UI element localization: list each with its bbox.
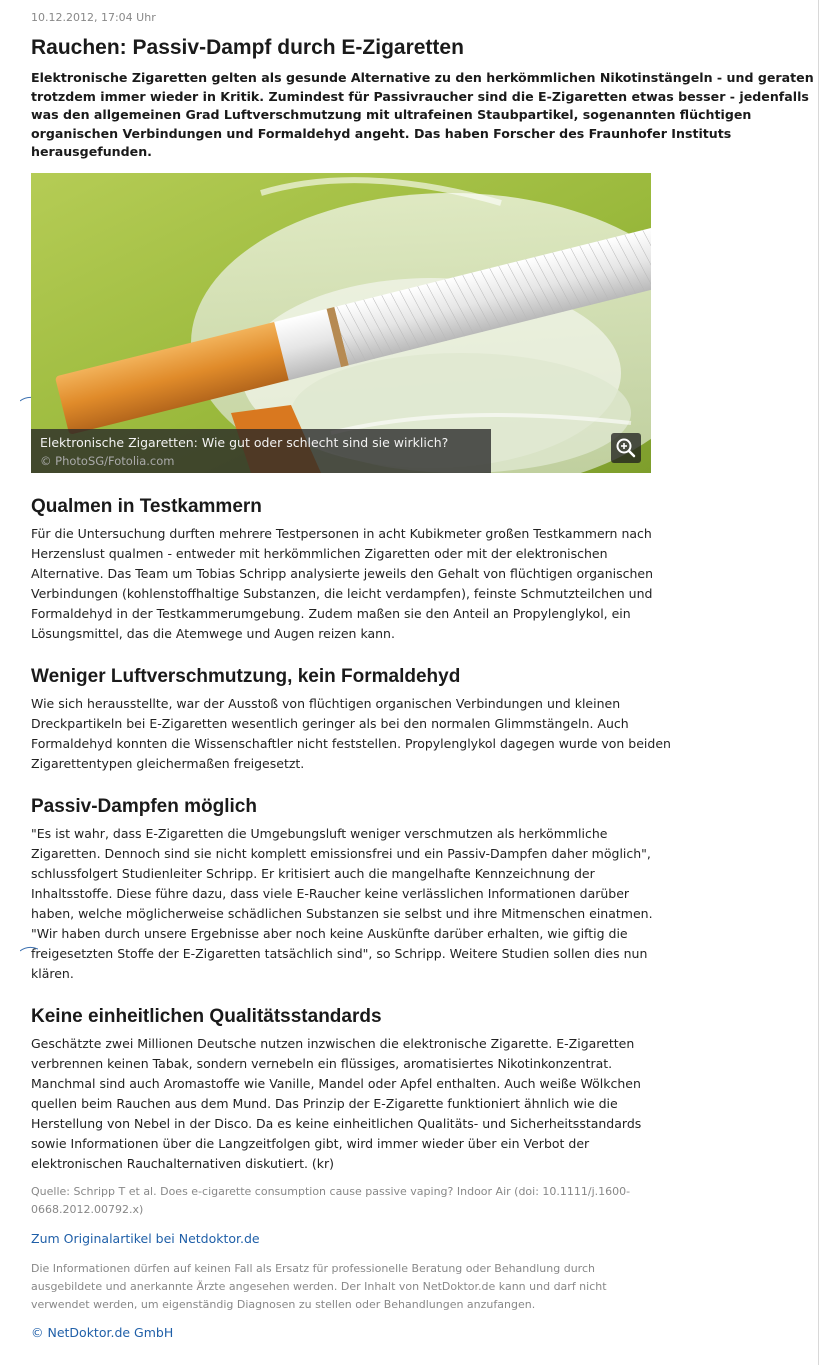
photo-credit: © PhotoSG/Fotolia.com bbox=[40, 454, 175, 468]
zoom-in-icon bbox=[611, 433, 641, 463]
section-text: Geschätzte zwei Millionen Deutsche nutzen inzwischen die elektronische Zigarette. E-Zigaretten verbrennen keinen Tabak, sondern vernebeln ein flüssiges, aromatisiertes Nikotinkonzentrat. Manchmal sind auch Aromastoffe wie Vanille, Mandel oder Apfel enthalten. Auch weiße Wölkchen quellen beim Rauchen aus dem Mund. Das Prinzip der E-Zigarette funktioniert ähnlich wie die Herstellung von Nebel in der Disco. Da es keine einheitlichen Qualitäts- und Sicherheitsstandards sowie Informationen über die Langzeitfolgen gibt, wird immer wieder über ein Verbot der elektronischen Rauchalternativen diskutiert. (kr) bbox=[31, 1036, 642, 1171]
zoom-button[interactable] bbox=[611, 433, 641, 463]
section-heading: Keine einheitlichen Qualitätsstandards bbox=[31, 1006, 382, 1027]
image-caption bbox=[31, 429, 491, 473]
page-border bbox=[818, 0, 819, 1365]
section-heading: Passiv-Dampfen möglich bbox=[31, 796, 257, 817]
caption-text: Elektronische Zigaretten: Wie gut oder schlecht sind sie wirklich? bbox=[40, 435, 449, 450]
source-citation: Quelle: Schripp T et al. Does e-cigarette consumption cause passive vaping? Indoor Air (doi: 10.1111/j.1600-0668.2012.00792.x) bbox=[31, 1185, 631, 1216]
article-image[interactable] bbox=[31, 173, 651, 473]
article-title: Rauchen: Passiv-Dampf durch E-Zigaretten bbox=[31, 36, 464, 59]
original-article-link[interactable]: Zum Originalartikel bei Netdoktor.de bbox=[31, 1231, 260, 1246]
article-lead: Elektronische Zigaretten gelten als gesunde Alternative zu den herkömmlichen Nikotinstängeln - und geraten trotzdem immer wieder in Kritik. Zumindest für Passivraucher sind die E-Zigaretten etwas besser - jedenfalls was den allgemeinen Grad Luftverschmutzung mit ultrafeinen Staubpartikel, sogenannten flüchtigen organischen Verbindungen und Formaldehyd angeht. Das haben Forscher des Fraunhofer Instituts herausgefunden. bbox=[31, 70, 814, 159]
article-date: 10.12.2012, 17:04 Uhr bbox=[31, 11, 156, 24]
section-heading: Weniger Luftverschmutzung, kein Formaldehyd bbox=[31, 666, 461, 687]
copyright: © NetDoktor.de GmbH bbox=[31, 1325, 174, 1340]
section-text: Wie sich herausstellte, war der Ausstoß von flüchtigen organischen Verbindungen und kleinen Dreckpartikeln bei E-Zigaretten wesentlich geringer als bei den normalen Glimmstängeln. Auch Formaldehyd konnten die Wissenschaftler nicht feststellen. Propylenglykol dagegen wurde von beiden Zigarettentypen gleichermaßen freigesetzt. bbox=[31, 696, 671, 771]
section-heading: Qualmen in Testkammern bbox=[31, 496, 262, 517]
e-cigarette-photo bbox=[31, 173, 651, 473]
section-text: Für die Untersuchung durften mehrere Testpersonen in acht Kubikmeter großen Testkammern nach Herzenslust qualmen - entweder mit herkömmlichen Zigaretten oder mit der elektronischen Alternative. Das Team um Tobias Schripp analysierte jeweils den Gehalt von flüchtigen organischen Verbindungen (kohlenstoffhaltige Substanzen, die leicht verdampfen), feinste Schmutzteilchen und Formaldehyd in der Testkammerumgebung. Zudem maßen sie den Anteil an Propylenglykol, ein Lösungsmittel, das die Atemwege und Augen reizen kann. bbox=[31, 526, 654, 641]
section-text: "Es ist wahr, dass E-Zigaretten die Umgebungsluft weniger verschmutzen als herkömmliche Zigaretten. Dennoch sind sie nicht komplett emissionsfrei und ein Passiv-Dampfen daher möglich", schlussfolgert Studienleiter Schripp. Er kritisiert auch die mangelhafte Kennzeichnung der Inhaltsstoffe. Diese führe dazu, dass viele E-Raucher keine verlässlichen Informationen darüber haben, welche möglicherweise schädlichen Substanzen sie selbst und ihre Mitmenschen einatmen. "Wir haben durch unsere Ergebnisse aber noch keine Auskünfte darüber erhalten, wie giftig die freigesetzten Stoffe der E-Zigaretten tatsächlich sind", so Schripp. Weitere Studien sollen dies nun klären. bbox=[31, 826, 653, 981]
disclaimer: Die Informationen dürfen auf keinen Fall als Ersatz für professionelle Beratung oder Behandlung durch ausgebildete und anerkannte Ärzte angesehen werden. Der Inhalt von NetDoktor.de kann und darf nicht verwendet werden, um eigenständig Diagnosen zu stellen oder Behandlungen anzufangen. bbox=[31, 1262, 607, 1311]
